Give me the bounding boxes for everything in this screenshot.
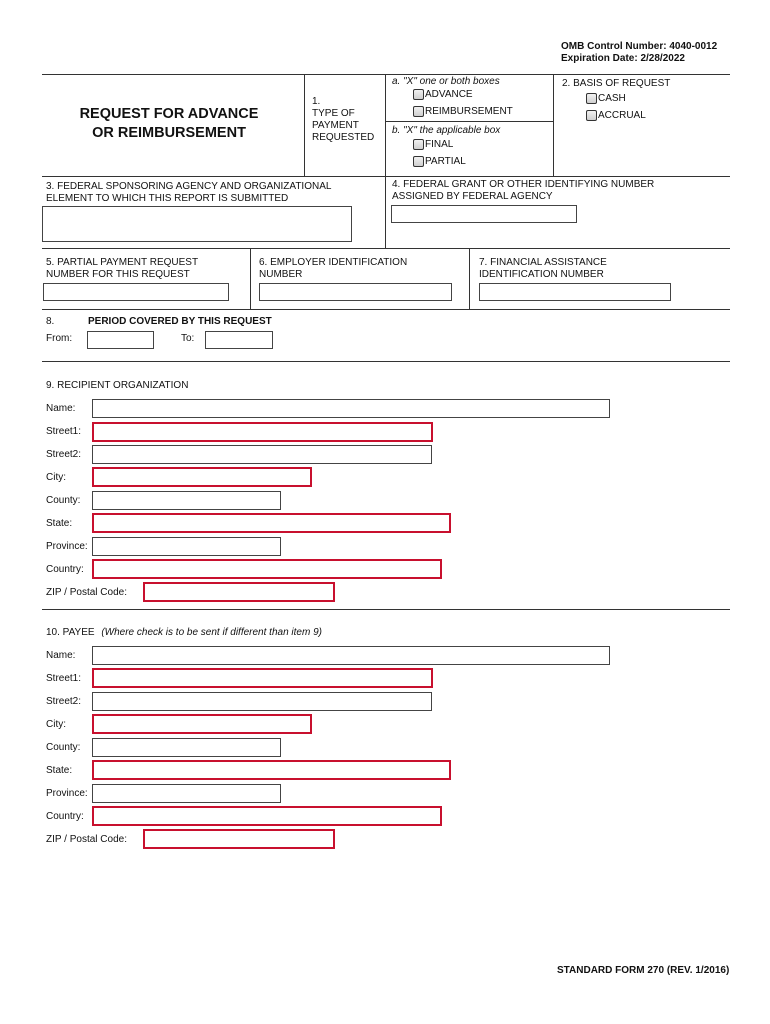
recipient-name-field[interactable] (92, 399, 610, 418)
divider-type-basis (553, 74, 554, 176)
recipient-street2-label: Street2: (46, 449, 82, 460)
recipient-street1-field[interactable] (92, 422, 433, 442)
divider-title-type (304, 74, 305, 176)
payee-city-field[interactable] (92, 714, 312, 734)
recipient-zip-label: ZIP / Postal Code: (46, 587, 127, 598)
payee-street1-field[interactable] (92, 668, 433, 688)
recipient-city-field[interactable] (92, 467, 312, 487)
partial-payment-label-line2: NUMBER FOR THIS REQUEST (46, 269, 190, 280)
ein-label-line2: NUMBER (259, 269, 303, 280)
payee-province-field[interactable] (92, 784, 281, 803)
period-to-field[interactable] (205, 331, 273, 349)
ein-field[interactable] (259, 283, 452, 301)
divider-6-7 (469, 248, 470, 309)
agency-label-line1: 3. FEDERAL SPONSORING AGENCY AND ORGANIZATIONAL (46, 181, 332, 192)
payee-title-text: 10. PAYEE (46, 627, 95, 638)
advance-label: ADVANCE (425, 89, 473, 100)
payee-zip-field[interactable] (143, 829, 335, 849)
payee-county-label: County: (46, 742, 81, 753)
fain-label-line2: IDENTIFICATION NUMBER (479, 269, 604, 280)
payee-country-label: Country: (46, 811, 84, 822)
agency-field[interactable] (42, 206, 352, 242)
agency-label-line2: ELEMENT TO WHICH THIS REPORT IS SUBMITTED (46, 193, 289, 204)
period-title: PERIOD COVERED BY THIS REQUEST (88, 316, 272, 327)
divider-type-options (385, 74, 386, 248)
period-number: 8. (46, 316, 55, 327)
type-a-instruction: a. "X" one or both boxes (392, 76, 500, 87)
final-checkbox[interactable] (413, 139, 424, 150)
cash-label: CASH (598, 93, 626, 104)
grant-number-label-line1: 4. FEDERAL GRANT OR OTHER IDENTIFYING NUMBER (392, 179, 655, 190)
recipient-state-field[interactable] (92, 513, 451, 533)
recipient-title: 9. RECIPIENT ORGANIZATION (46, 380, 189, 391)
recipient-street1-label: Street1: (46, 426, 82, 437)
recipient-city-label: City: (46, 472, 66, 483)
expiration-date: Expiration Date: 2/28/2022 (561, 53, 685, 64)
payee-zip-label: ZIP / Postal Code: (46, 834, 127, 845)
recipient-name-label: Name: (46, 403, 76, 414)
basis-of-request-label: 2. BASIS OF REQUEST (562, 78, 671, 89)
row3-bottom-rule (42, 309, 730, 310)
recipient-county-label: County: (46, 495, 81, 506)
accrual-label: ACCRUAL (598, 110, 646, 121)
partial-label: PARTIAL (425, 156, 466, 167)
fain-field[interactable] (479, 283, 671, 301)
recipient-country-field[interactable] (92, 559, 442, 579)
row2-bottom-rule (42, 248, 730, 249)
partial-payment-number-field[interactable] (43, 283, 229, 301)
payee-state-label: State: (46, 765, 73, 776)
divider-a-b (385, 121, 553, 122)
period-from-field[interactable] (87, 331, 154, 349)
reimbursement-label: REIMBURSEMENT (425, 106, 513, 117)
form-title (34, 105, 304, 143)
partial-payment-label-line1: 5. PARTIAL PAYMENT REQUEST (46, 257, 199, 268)
payee-province-label: Province: (46, 788, 88, 799)
form-title-line1: REQUEST FOR ADVANCE (79, 106, 259, 122)
recipient-province-field[interactable] (92, 537, 281, 556)
top-rule (42, 74, 730, 75)
recipient-country-label: Country: (46, 564, 84, 575)
form-title-line2: OR REIMBURSEMENT (92, 125, 246, 141)
reimbursement-checkbox[interactable] (413, 106, 424, 117)
omb-control-number: OMB Control Number: 4040-0012 (561, 41, 718, 52)
payee-street2-label: Street2: (46, 696, 82, 707)
divider-5-6 (250, 248, 251, 309)
period-from-label: From: (46, 333, 73, 344)
type-label-line2: PAYMENT (312, 120, 359, 131)
accrual-checkbox[interactable] (586, 110, 597, 121)
recipient-street2-field[interactable] (92, 445, 432, 464)
type-label-number: 1. (312, 96, 321, 107)
payee-state-field[interactable] (92, 760, 451, 780)
payee-subtitle: (Where check is to be sent if different than item 9) (101, 627, 322, 638)
payee-city-label: City: (46, 719, 66, 730)
type-label-line1: TYPE OF (312, 108, 355, 119)
payee-street1-label: Street1: (46, 673, 82, 684)
recipient-zip-field[interactable] (143, 582, 335, 602)
payee-name-label: Name: (46, 650, 76, 661)
grant-number-field[interactable] (391, 205, 577, 223)
payee-county-field[interactable] (92, 738, 281, 757)
advance-checkbox[interactable] (413, 89, 424, 100)
recipient-county-field[interactable] (92, 491, 281, 510)
recipient-province-label: Province: (46, 541, 88, 552)
type-b-instruction: b. "X" the applicable box (392, 125, 501, 136)
grant-number-label-line2: ASSIGNED BY FEDERAL AGENCY (392, 191, 553, 202)
fain-label-line1: 7. FINANCIAL ASSISTANCE (479, 257, 607, 268)
payee-name-field[interactable] (92, 646, 610, 665)
partial-checkbox[interactable] (413, 156, 424, 167)
ein-label-line1: 6. EMPLOYER IDENTIFICATION (259, 257, 408, 268)
type-label-line3: REQUESTED (312, 132, 375, 143)
cash-checkbox[interactable] (586, 93, 597, 104)
row5-bottom-rule (42, 609, 730, 610)
recipient-state-label: State: (46, 518, 73, 529)
row4-bottom-rule (42, 361, 730, 362)
final-label: FINAL (425, 139, 454, 150)
form-number-footer: STANDARD FORM 270 (REV. 1/2016) (557, 965, 730, 976)
payee-title (46, 627, 322, 639)
payee-street2-field[interactable] (92, 692, 432, 711)
row1-bottom-rule (42, 176, 730, 177)
payee-country-field[interactable] (92, 806, 442, 826)
period-to-label: To: (181, 333, 195, 344)
